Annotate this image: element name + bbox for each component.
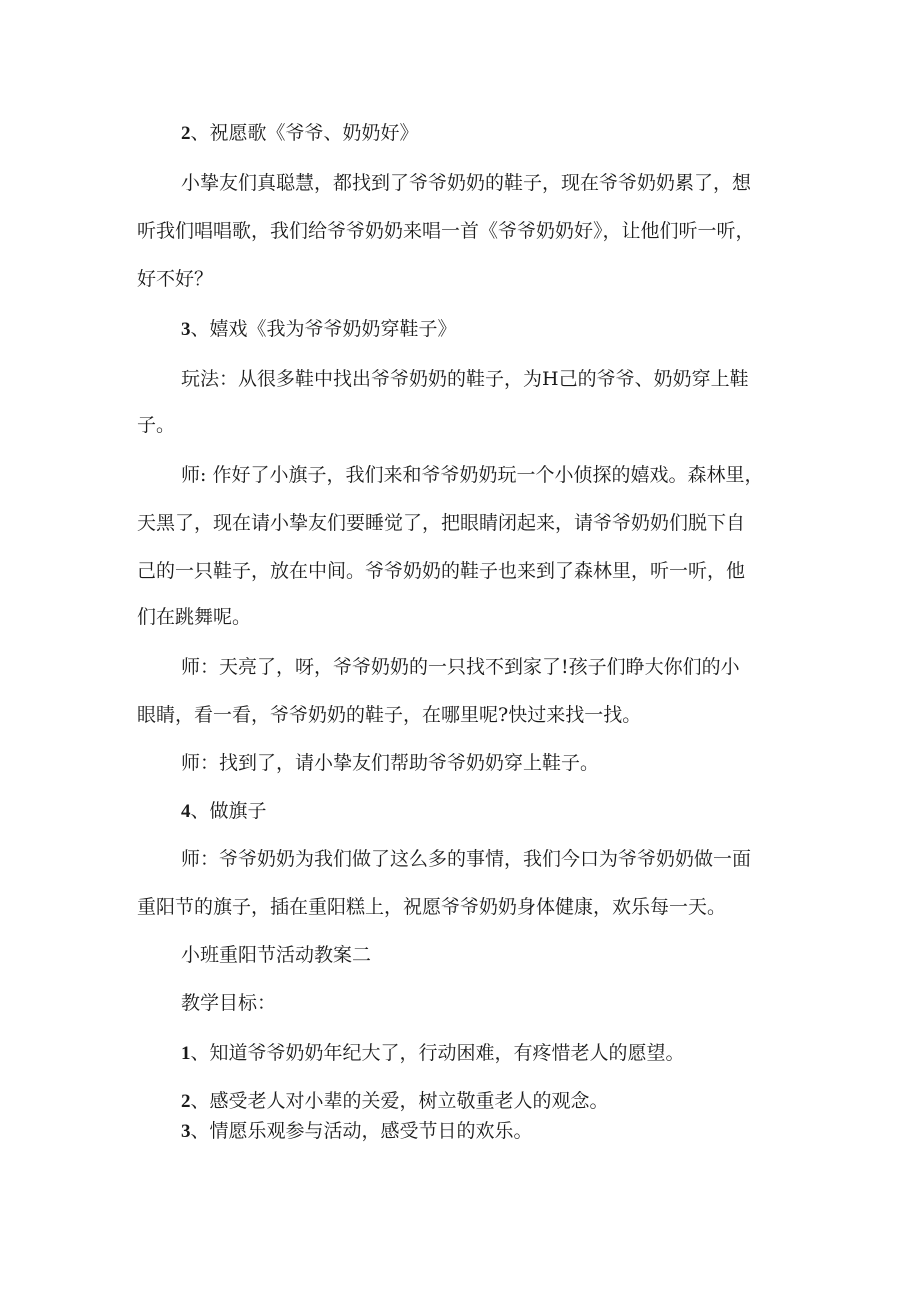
section-heading-song: 2、祝愿歌《爷爷、奶奶好》 (181, 122, 419, 144)
paragraph-line: 好不好？ (137, 268, 214, 290)
paragraph-line: 听我们唱唱歌，我们给爷爷奶奶来唱一首《爷爷奶奶好》，让他们听一听， (137, 220, 755, 242)
paragraph-line: 师：找到了，请小挚友们帮助爷爷奶奶穿上鞋子。 (181, 752, 600, 774)
objective-item: 1、知道爷爷奶奶年纪大了，行动困难，有疼惜老人的愿望。 (181, 1042, 685, 1064)
paragraph-line: 小挚友们真聪慧，都找到了爷爷奶奶的鞋子，现在爷爷奶奶累了，想 (181, 172, 752, 194)
objective-item: 2、感受老人对小辈的关爱，树立敬重老人的观念。 (181, 1090, 609, 1112)
paragraph-line: 师: 作好了小旗子，我们来和爷爷奶奶玩一个小侦探的嬉戏。森林里， (181, 464, 764, 486)
paragraph-line: 玩法：从很多鞋中找出爷爷奶奶的鞋子，为H己的爷爷、奶奶穿上鞋 (181, 368, 749, 390)
objectives-heading: 教学目标： (181, 992, 277, 1014)
section-heading-flag: 4、做旗子 (181, 800, 267, 822)
lesson-plan-title: 小班重阳节活动教案二 (181, 944, 372, 966)
paragraph-line: 们在跳舞呢。 (137, 606, 252, 628)
paragraph-line: 天黑了，现在请小挚友们要睡觉了，把眼睛闭起来，请爷爷奶奶们脱下自 (137, 512, 746, 534)
paragraph-line: 重阳节的旗子，插在重阳糕上，祝愿爷爷奶奶身体健康，欢乐每一天。 (137, 896, 727, 918)
objective-item: 3、情愿乐观参与活动，感受节日的欢乐。 (181, 1120, 533, 1142)
paragraph-line: 师：爷爷奶奶为我们做了这么多的事情，我们今口为爷爷奶奶做一面 (181, 848, 752, 870)
paragraph-line: 己的一只鞋子，放在中间。爷爷奶奶的鞋子也来到了森林里，听一听，他 (137, 560, 746, 582)
paragraph-line: 师：天亮了，呀，爷爷奶奶的一只找不到家了!孩子们睁大你们的小 (181, 656, 740, 678)
section-heading-game: 3、嬉戏《我为爷爷奶奶穿鞋子》 (181, 318, 457, 340)
paragraph-line: 子。 (137, 414, 176, 436)
paragraph-line: 眼睛，看一看，爷爷奶奶的鞋子，在哪里呢?快过来找一找。 (137, 704, 642, 726)
